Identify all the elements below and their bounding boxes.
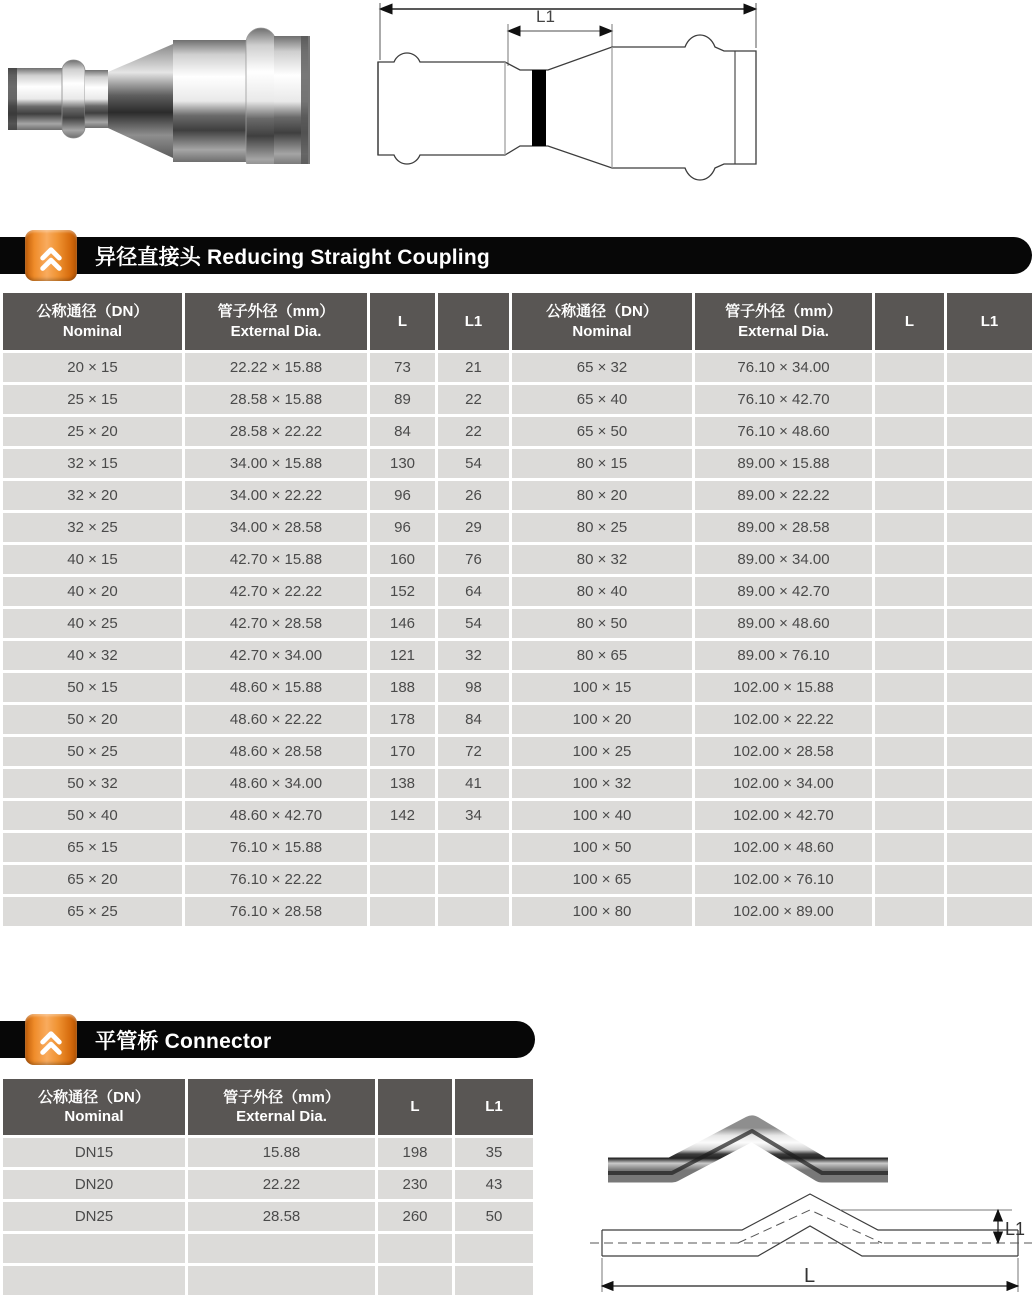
connector-spec-table	[0, 1076, 536, 1298]
table-cell: 65 × 25	[3, 897, 182, 926]
coupling-photo	[8, 24, 313, 169]
table-cell	[875, 385, 944, 414]
table-cell: DN25	[3, 1202, 185, 1231]
table-cell: 76.10 × 34.00	[695, 353, 872, 382]
table-cell	[875, 353, 944, 382]
table-cell: 64	[438, 577, 509, 606]
table-cell: 50 × 25	[3, 737, 182, 766]
table-cell	[947, 609, 1032, 638]
l1-dimension-label: L1	[1005, 1219, 1026, 1239]
table-cell: 32 × 15	[3, 449, 182, 478]
table-cell: 89.00 × 42.70	[695, 577, 872, 606]
table-cell	[875, 577, 944, 606]
table-row	[3, 513, 1032, 542]
table-row	[3, 385, 1032, 414]
table-cell: 121	[370, 641, 435, 670]
table-cell	[875, 865, 944, 894]
table-cell	[947, 449, 1032, 478]
table-cell: 102.00 × 28.58	[695, 737, 872, 766]
table-cell: 15.88	[188, 1138, 375, 1167]
table-cell: 65 × 32	[512, 353, 692, 382]
table-cell	[947, 673, 1032, 702]
table-cell: 48.60 × 28.58	[185, 737, 367, 766]
table-cell	[455, 1234, 533, 1263]
header-en: Nominal	[64, 1108, 124, 1125]
table-cell: 28.58 × 22.22	[185, 417, 367, 446]
header-en: External Dia.	[236, 1108, 327, 1125]
table-cell	[378, 1234, 452, 1263]
table-cell	[188, 1234, 375, 1263]
table-cell: 54	[438, 449, 509, 478]
table-row	[3, 641, 1032, 670]
table-cell	[455, 1266, 533, 1295]
table-cell: 25 × 20	[3, 417, 182, 446]
table-cell: DN15	[3, 1138, 185, 1167]
section-title: 异径直接头 Reducing Straight Coupling	[95, 245, 490, 269]
table-cell	[875, 737, 944, 766]
table-cell: 76.10 × 22.22	[185, 865, 367, 894]
table-cell: 28.58	[188, 1202, 375, 1231]
col-header-l: L	[370, 293, 435, 350]
table-cell: 102.00 × 42.70	[695, 801, 872, 830]
col-header-l1: L1	[455, 1079, 533, 1135]
table-row	[3, 481, 1032, 510]
table-row	[3, 1266, 533, 1295]
header-zh: 管子外径（mm）	[223, 1088, 340, 1106]
table-cell	[947, 417, 1032, 446]
coupling-drawing	[372, 0, 764, 200]
coupling-spec-table	[0, 290, 1032, 929]
table-cell: 102.00 × 22.22	[695, 705, 872, 734]
table-row	[3, 1170, 533, 1199]
table-cell: 98	[438, 673, 509, 702]
table-cell: 50 × 15	[3, 673, 182, 702]
l1-dimension-label: L1	[536, 7, 555, 26]
table-cell: 80 × 15	[512, 449, 692, 478]
table-cell: 142	[370, 801, 435, 830]
table-cell: 34.00 × 22.22	[185, 481, 367, 510]
table-cell	[875, 833, 944, 862]
table-cell: 89	[370, 385, 435, 414]
table-cell	[370, 865, 435, 894]
table-cell: 48.60 × 15.88	[185, 673, 367, 702]
table-cell: 43	[455, 1170, 533, 1199]
table-cell: 170	[370, 737, 435, 766]
table-cell: 130	[370, 449, 435, 478]
table-cell: 80 × 65	[512, 641, 692, 670]
table-cell: 100 × 50	[512, 833, 692, 862]
table-row	[3, 577, 1032, 606]
table-cell: 188	[370, 673, 435, 702]
table-cell: 76.10 × 48.60	[695, 417, 872, 446]
header-zh: 管子外径（mm）	[217, 303, 335, 320]
chevron-up-icon	[25, 1014, 77, 1065]
table-cell: 28.58 × 15.88	[185, 385, 367, 414]
table-cell: 21	[438, 353, 509, 382]
table-row	[3, 1234, 533, 1263]
table-cell: 42.70 × 22.22	[185, 577, 367, 606]
table-cell: 146	[370, 609, 435, 638]
header-zh: 公称通径（DN）	[36, 303, 149, 320]
table-cell: 230	[378, 1170, 452, 1199]
table-cell	[947, 897, 1032, 926]
connector-outline-top	[602, 1194, 1018, 1230]
col-header-nominal	[3, 293, 182, 350]
table-cell	[947, 577, 1032, 606]
table-cell: 89.00 × 15.88	[695, 449, 872, 478]
table-cell: 34	[438, 801, 509, 830]
table-cell: 34.00 × 15.88	[185, 449, 367, 478]
table-cell: 32	[438, 641, 509, 670]
table-cell: 26	[438, 481, 509, 510]
table-cell	[947, 865, 1032, 894]
table-cell: 32 × 25	[3, 513, 182, 542]
table-cell: 100 × 20	[512, 705, 692, 734]
table-cell	[370, 833, 435, 862]
table-cell: 80 × 32	[512, 545, 692, 574]
table-cell: 198	[378, 1138, 452, 1167]
table-cell: 89.00 × 76.10	[695, 641, 872, 670]
table-cell: 22	[438, 385, 509, 414]
table-cell	[875, 801, 944, 830]
table-cell: 100 × 15	[512, 673, 692, 702]
table-cell: 84	[370, 417, 435, 446]
table-cell: 29	[438, 513, 509, 542]
table-cell: 102.00 × 48.60	[695, 833, 872, 862]
table-cell: 152	[370, 577, 435, 606]
table-cell: 76	[438, 545, 509, 574]
table-cell	[947, 705, 1032, 734]
section-title: 平管桥 Connector	[95, 1029, 272, 1053]
table-row	[3, 865, 1032, 894]
connector-drawing-image	[588, 1192, 1032, 1298]
table-cell: 48.60 × 34.00	[185, 769, 367, 798]
table-cell	[947, 801, 1032, 830]
table-cell	[875, 545, 944, 574]
table-cell: 42.70 × 34.00	[185, 641, 367, 670]
table-cell	[947, 481, 1032, 510]
table-cell: 100 × 80	[512, 897, 692, 926]
col-header-nominal	[3, 1079, 185, 1135]
col-header-l1: L1	[947, 293, 1032, 350]
table-cell: 42.70 × 15.88	[185, 545, 367, 574]
table-cell: 89.00 × 28.58	[695, 513, 872, 542]
table-cell: 65 × 40	[512, 385, 692, 414]
table-row	[3, 801, 1032, 830]
table-row	[3, 737, 1032, 766]
table-cell: 102.00 × 76.10	[695, 865, 872, 894]
table-row	[3, 673, 1032, 702]
table-cell	[947, 513, 1032, 542]
table-cell	[947, 385, 1032, 414]
col-header-external	[188, 1079, 375, 1135]
header-en: Nominal	[572, 322, 632, 340]
table-cell: 80 × 20	[512, 481, 692, 510]
table-cell: 160	[370, 545, 435, 574]
table-cell: 100 × 65	[512, 865, 692, 894]
table-cell: 34.00 × 28.58	[185, 513, 367, 542]
connector-drawing	[588, 1192, 1032, 1298]
table-row	[3, 1202, 533, 1231]
table-cell: 50 × 40	[3, 801, 182, 830]
table-cell	[947, 641, 1032, 670]
coupling-photo-image	[8, 24, 313, 164]
header-en: Nominal	[62, 322, 123, 340]
table-row	[3, 609, 1032, 638]
table-row	[3, 353, 1032, 382]
press-indicator-band	[532, 70, 546, 146]
col-header-external	[185, 293, 367, 350]
table-cell: 25 × 15	[3, 385, 182, 414]
table-cell	[438, 833, 509, 862]
table-cell	[3, 1266, 185, 1295]
table-cell: 41	[438, 769, 509, 798]
table-cell: 102.00 × 89.00	[695, 897, 872, 926]
table-cell	[370, 897, 435, 926]
connector-photo	[602, 1112, 894, 1195]
col-header-l1: L1	[438, 293, 509, 350]
table-cell: 54	[438, 609, 509, 638]
col-header-l: L	[875, 293, 944, 350]
table-cell: DN20	[3, 1170, 185, 1199]
table-cell: 40 × 20	[3, 577, 182, 606]
col-header-nominal	[512, 293, 692, 350]
table-cell: 89.00 × 22.22	[695, 481, 872, 510]
table-cell	[947, 737, 1032, 766]
table-cell: 22.22 × 15.88	[185, 353, 367, 382]
table-row	[3, 705, 1032, 734]
table-cell	[947, 353, 1032, 382]
table-cell	[875, 897, 944, 926]
table-cell: 20 × 15	[3, 353, 182, 382]
table-cell	[875, 449, 944, 478]
header-zh: 公称通径（DN）	[38, 1088, 150, 1106]
table-cell: 80 × 40	[512, 577, 692, 606]
table-cell: 100 × 32	[512, 769, 692, 798]
table-row	[3, 449, 1032, 478]
table-cell: 40 × 25	[3, 609, 182, 638]
table-cell	[875, 417, 944, 446]
table-cell: 65 × 15	[3, 833, 182, 862]
table-cell: 100 × 25	[512, 737, 692, 766]
table-cell: 76.10 × 42.70	[695, 385, 872, 414]
table-cell	[875, 481, 944, 510]
table-cell	[947, 833, 1032, 862]
table-cell: 84	[438, 705, 509, 734]
header-en: External Dia.	[738, 322, 829, 340]
table-cell	[378, 1266, 452, 1295]
table-cell: 100 × 40	[512, 801, 692, 830]
table-header-row	[3, 293, 1032, 350]
table-row	[3, 769, 1032, 798]
table-cell: 102.00 × 15.88	[695, 673, 872, 702]
table-cell	[438, 897, 509, 926]
connector-photo-image	[602, 1112, 894, 1190]
section-header-coupling	[0, 237, 1032, 274]
col-header-l: L	[378, 1079, 452, 1135]
table-cell: 96	[370, 513, 435, 542]
table-cell: 80 × 25	[512, 513, 692, 542]
coupling-profile-outline	[378, 35, 756, 180]
header-en: External Dia.	[230, 322, 322, 340]
table-row	[3, 545, 1032, 574]
section-header-connector	[0, 1021, 535, 1058]
table-cell: 178	[370, 705, 435, 734]
table-cell: 42.70 × 28.58	[185, 609, 367, 638]
table-header-row	[3, 1079, 533, 1135]
table-cell: 40 × 15	[3, 545, 182, 574]
table-cell: 65 × 50	[512, 417, 692, 446]
table-row	[3, 897, 1032, 926]
table-cell	[3, 1234, 185, 1263]
table-cell: 72	[438, 737, 509, 766]
table-cell	[875, 609, 944, 638]
chevron-up-icon	[25, 230, 77, 281]
coupling-drawing-image	[372, 0, 764, 195]
table-cell	[438, 865, 509, 894]
table-cell: 48.60 × 42.70	[185, 801, 367, 830]
table-cell: 102.00 × 34.00	[695, 769, 872, 798]
table-cell: 73	[370, 353, 435, 382]
l-dimension-label: L	[804, 1265, 816, 1287]
table-cell: 65 × 20	[3, 865, 182, 894]
table-cell	[875, 769, 944, 798]
table-cell: 89.00 × 34.00	[695, 545, 872, 574]
table-row	[3, 417, 1032, 446]
table-cell	[875, 513, 944, 542]
table-cell	[947, 769, 1032, 798]
table-cell: 50 × 32	[3, 769, 182, 798]
table-cell	[875, 641, 944, 670]
table-cell: 40 × 32	[3, 641, 182, 670]
table-cell: 22	[438, 417, 509, 446]
table-cell	[875, 673, 944, 702]
table-cell: 32 × 20	[3, 481, 182, 510]
table-cell: 80 × 50	[512, 609, 692, 638]
header-zh: 管子外径（mm）	[725, 303, 842, 320]
table-cell: 22.22	[188, 1170, 375, 1199]
table-row	[3, 833, 1032, 862]
table-cell: 50	[455, 1202, 533, 1231]
table-cell	[947, 545, 1032, 574]
table-cell: 76.10 × 15.88	[185, 833, 367, 862]
table-cell	[188, 1266, 375, 1295]
table-cell: 48.60 × 22.22	[185, 705, 367, 734]
table-row	[3, 1138, 533, 1167]
table-cell	[875, 705, 944, 734]
table-cell: 76.10 × 28.58	[185, 897, 367, 926]
table-cell: 96	[370, 481, 435, 510]
table-cell: 50 × 20	[3, 705, 182, 734]
header-zh: 公称通径（DN）	[546, 303, 658, 320]
table-cell: 35	[455, 1138, 533, 1167]
col-header-external	[695, 293, 872, 350]
table-cell: 138	[370, 769, 435, 798]
table-cell: 260	[378, 1202, 452, 1231]
table-cell: 89.00 × 48.60	[695, 609, 872, 638]
